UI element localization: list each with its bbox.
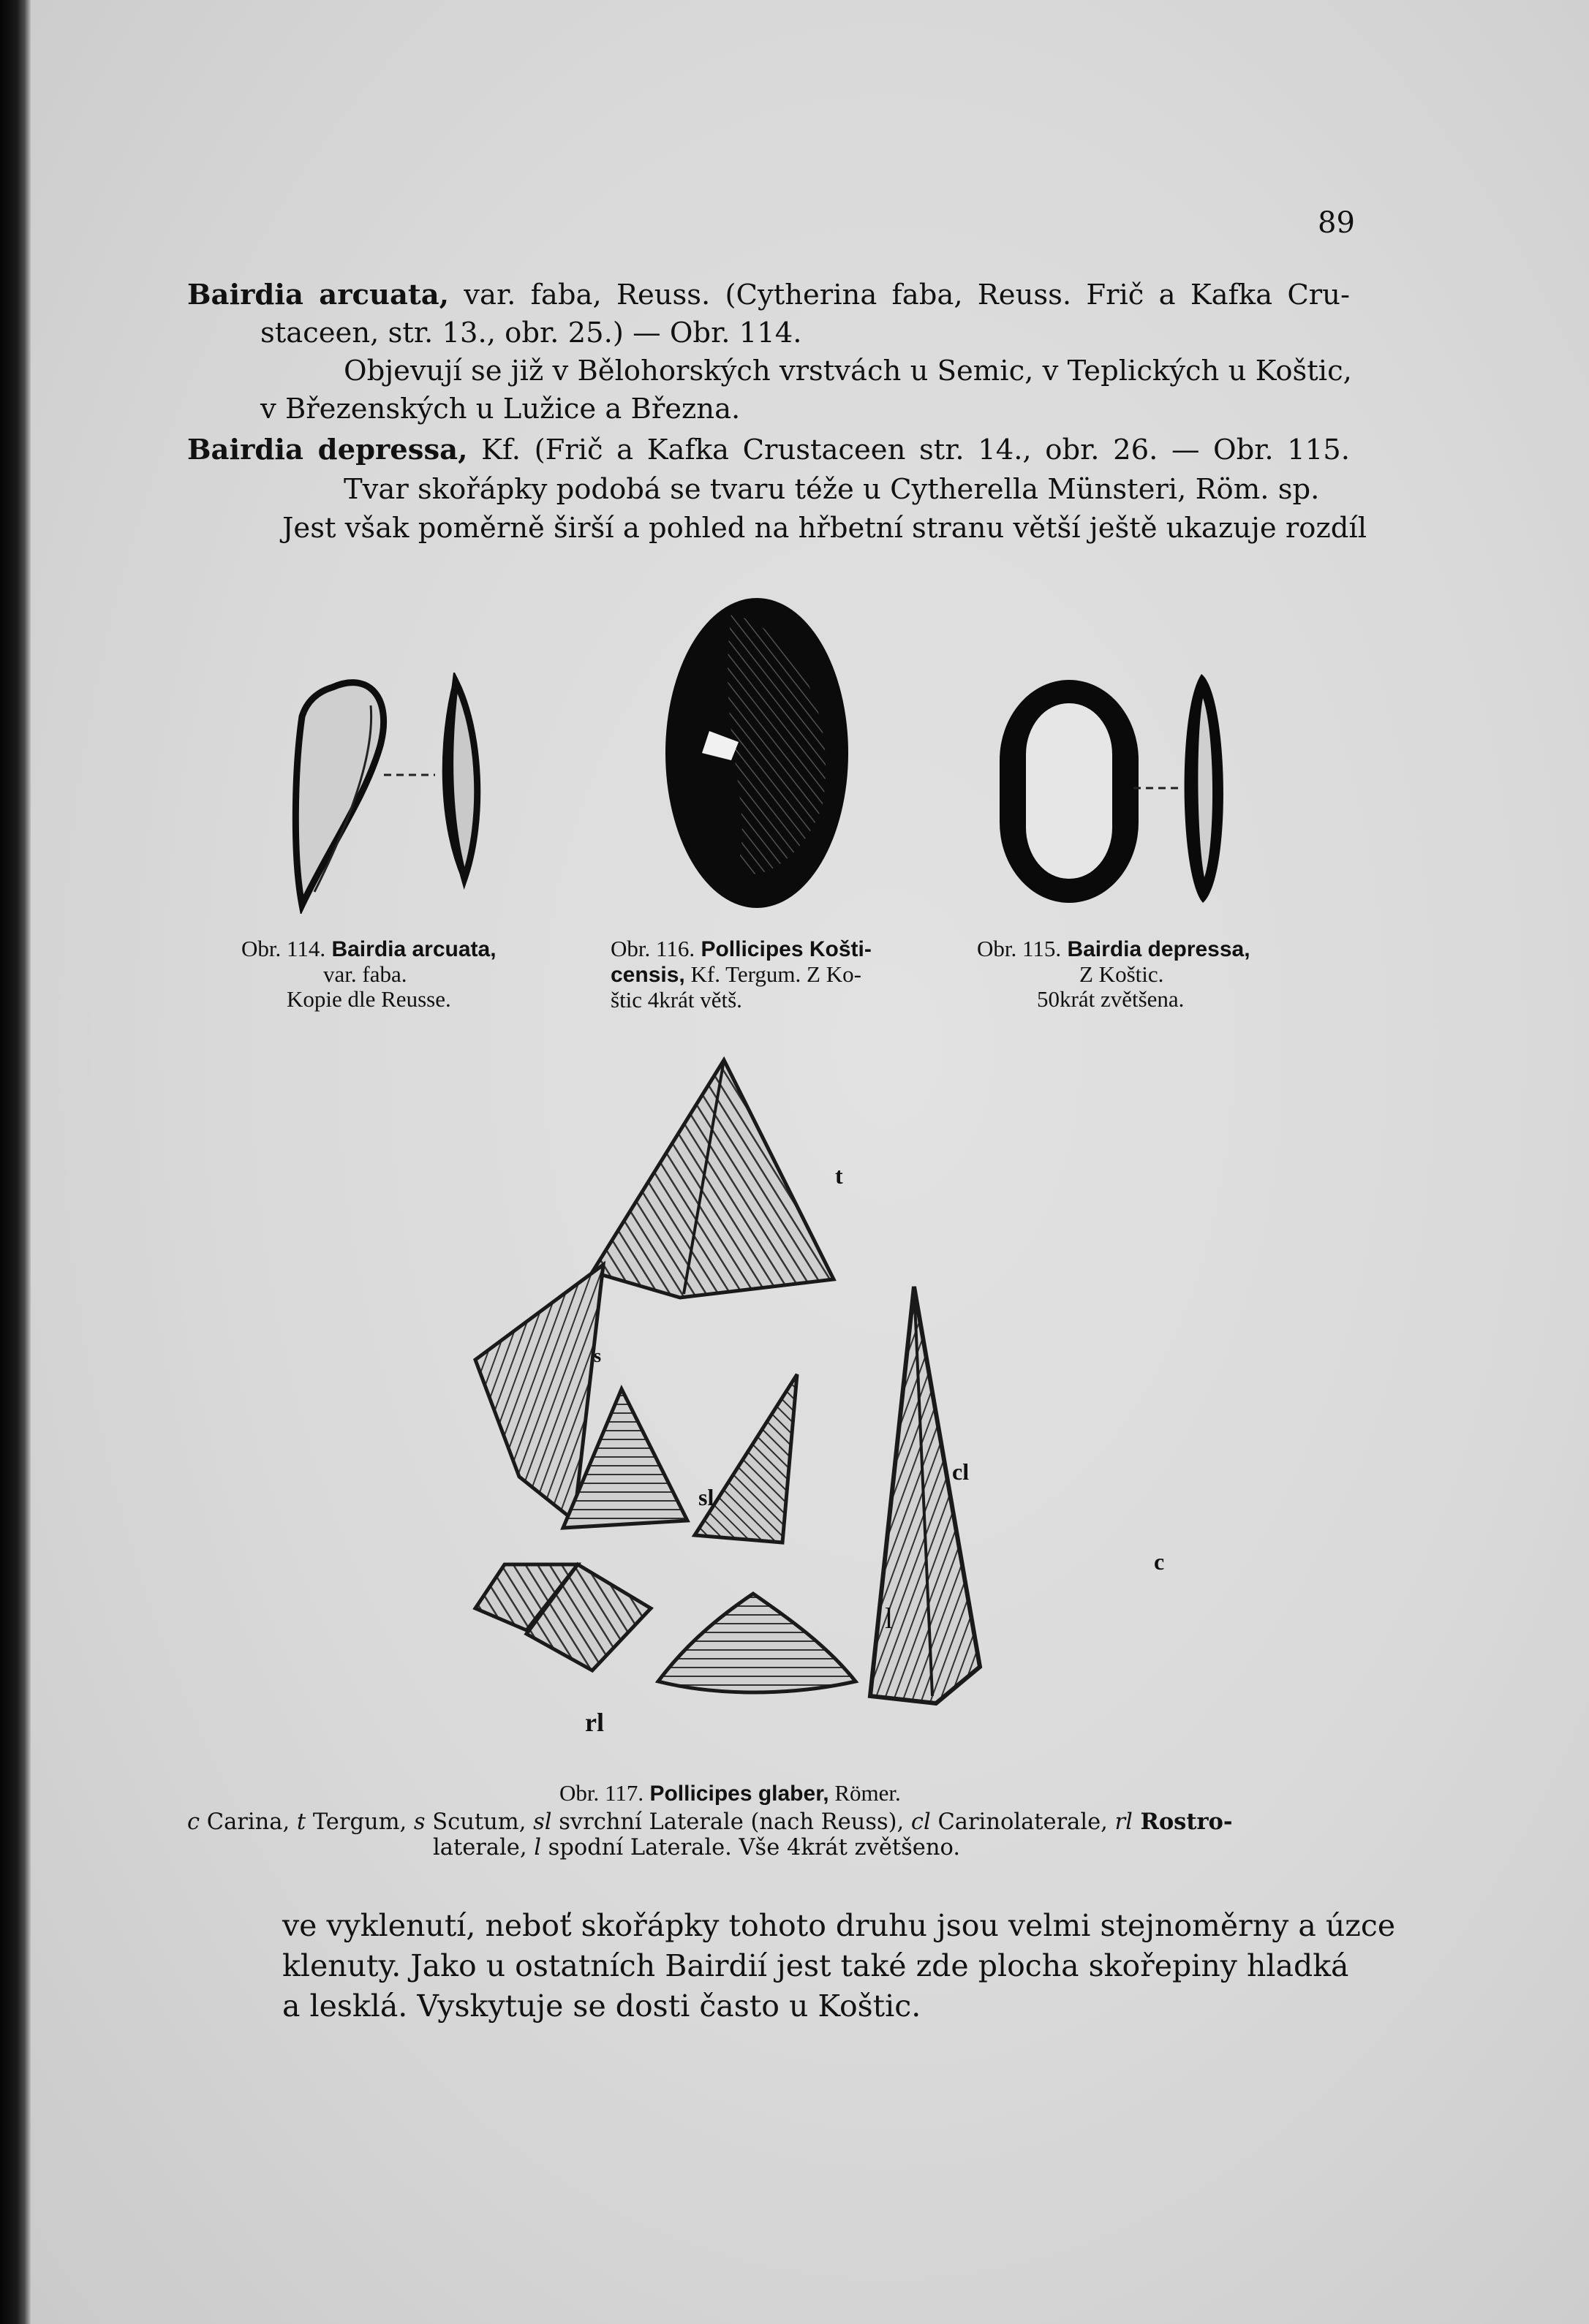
caption-fig-117-title: Obr. 117. Pollicipes glaber, Römer. bbox=[559, 1780, 901, 1806]
figure-116-pollicipes-tergum bbox=[651, 585, 863, 921]
label-l: l bbox=[885, 1602, 894, 1635]
caption-fig-114: Obr. 114. Bairdia arcuata, var. faba. Kopie dle Reusse. bbox=[241, 936, 497, 1012]
para1-line2: staceen, str. 13., obr. 25.) — Obr. 114. bbox=[260, 317, 802, 349]
label-c: c bbox=[1154, 1548, 1165, 1575]
lower-laterale-plate bbox=[658, 1594, 856, 1692]
label-cl: cl bbox=[952, 1458, 970, 1485]
figure-117-pollicipes-glaber bbox=[409, 1053, 1236, 1755]
figure-114-bairdia-arcuata bbox=[289, 673, 508, 914]
label-s: s bbox=[594, 1345, 602, 1366]
para1-line1: Bairdia arcuata, var. faba, Reuss. (Cytherina faba, Reuss. Frič a Kafka Cru- bbox=[187, 279, 1350, 311]
closing-line3: a lesklá. Vyskytuje se dosti často u Koštic. bbox=[282, 1988, 921, 2024]
closing-line1: ve vyklenutí, neboť skořápky tohoto druhu jsou velmi stejnoměrny a úzce bbox=[282, 1908, 1396, 1943]
label-t: t bbox=[835, 1162, 843, 1189]
para2-line2: Tvar skořápky podobá se tvaru téže u Cytherella Münsteri, Röm. sp. bbox=[344, 473, 1320, 506]
page-number: 89 bbox=[1318, 206, 1355, 240]
carinolaterale-plate bbox=[695, 1374, 797, 1543]
label-sl: sl bbox=[698, 1484, 714, 1510]
caption-fig-117-legend-line2: laterale, l spodní Laterale. Vše 4krát zvětšeno. bbox=[433, 1835, 961, 1861]
species-name-bairdia-arcuata: Bairdia arcuata, bbox=[187, 279, 450, 311]
para1-line3: Objevují se již v Bělohorských vrstvách u Semic, v Teplických u Koštic, bbox=[344, 355, 1352, 387]
caption-fig-116: Obr. 116. Pollicipes Košti- censis, Kf. Tergum. Z Ko- štic 4krát větš. bbox=[611, 936, 872, 1013]
para1-line4: v Březenských u Lužice a Března. bbox=[260, 393, 741, 425]
label-rl: rl bbox=[585, 1708, 604, 1737]
species-name-bairdia-depressa: Bairdia depressa, bbox=[187, 434, 468, 466]
caption-fig-117-legend-line1: c Carina, t Tergum, s Scutum, sl svrchní Laterale (nach Reuss), cl Carinolaterale, rl Rostro- bbox=[187, 1809, 1233, 1835]
tergum-plate bbox=[592, 1060, 834, 1298]
para2-line1: Bairdia depressa, Kf. (Frič a Kafka Crustaceen str. 14., obr. 26. — Obr. 115. bbox=[187, 434, 1350, 466]
closing-line2: klenuty. Jako u ostatních Bairdií jest také zde plocha skořepiny hladká bbox=[282, 1948, 1349, 1983]
carina-plate bbox=[870, 1287, 980, 1703]
para2-line3: Jest však poměrně širší a pohled na hřbetní stranu větší ještě ukazuje rozdíl bbox=[282, 512, 1367, 545]
book-binding-edge bbox=[0, 0, 31, 2324]
figure-115-bairdia-depressa bbox=[984, 665, 1254, 917]
rostrolaterale-plate bbox=[475, 1564, 651, 1670]
caption-fig-115: Obr. 115. Bairdia depressa, Z Koštic. 50krát zvětšena. bbox=[977, 936, 1250, 1012]
